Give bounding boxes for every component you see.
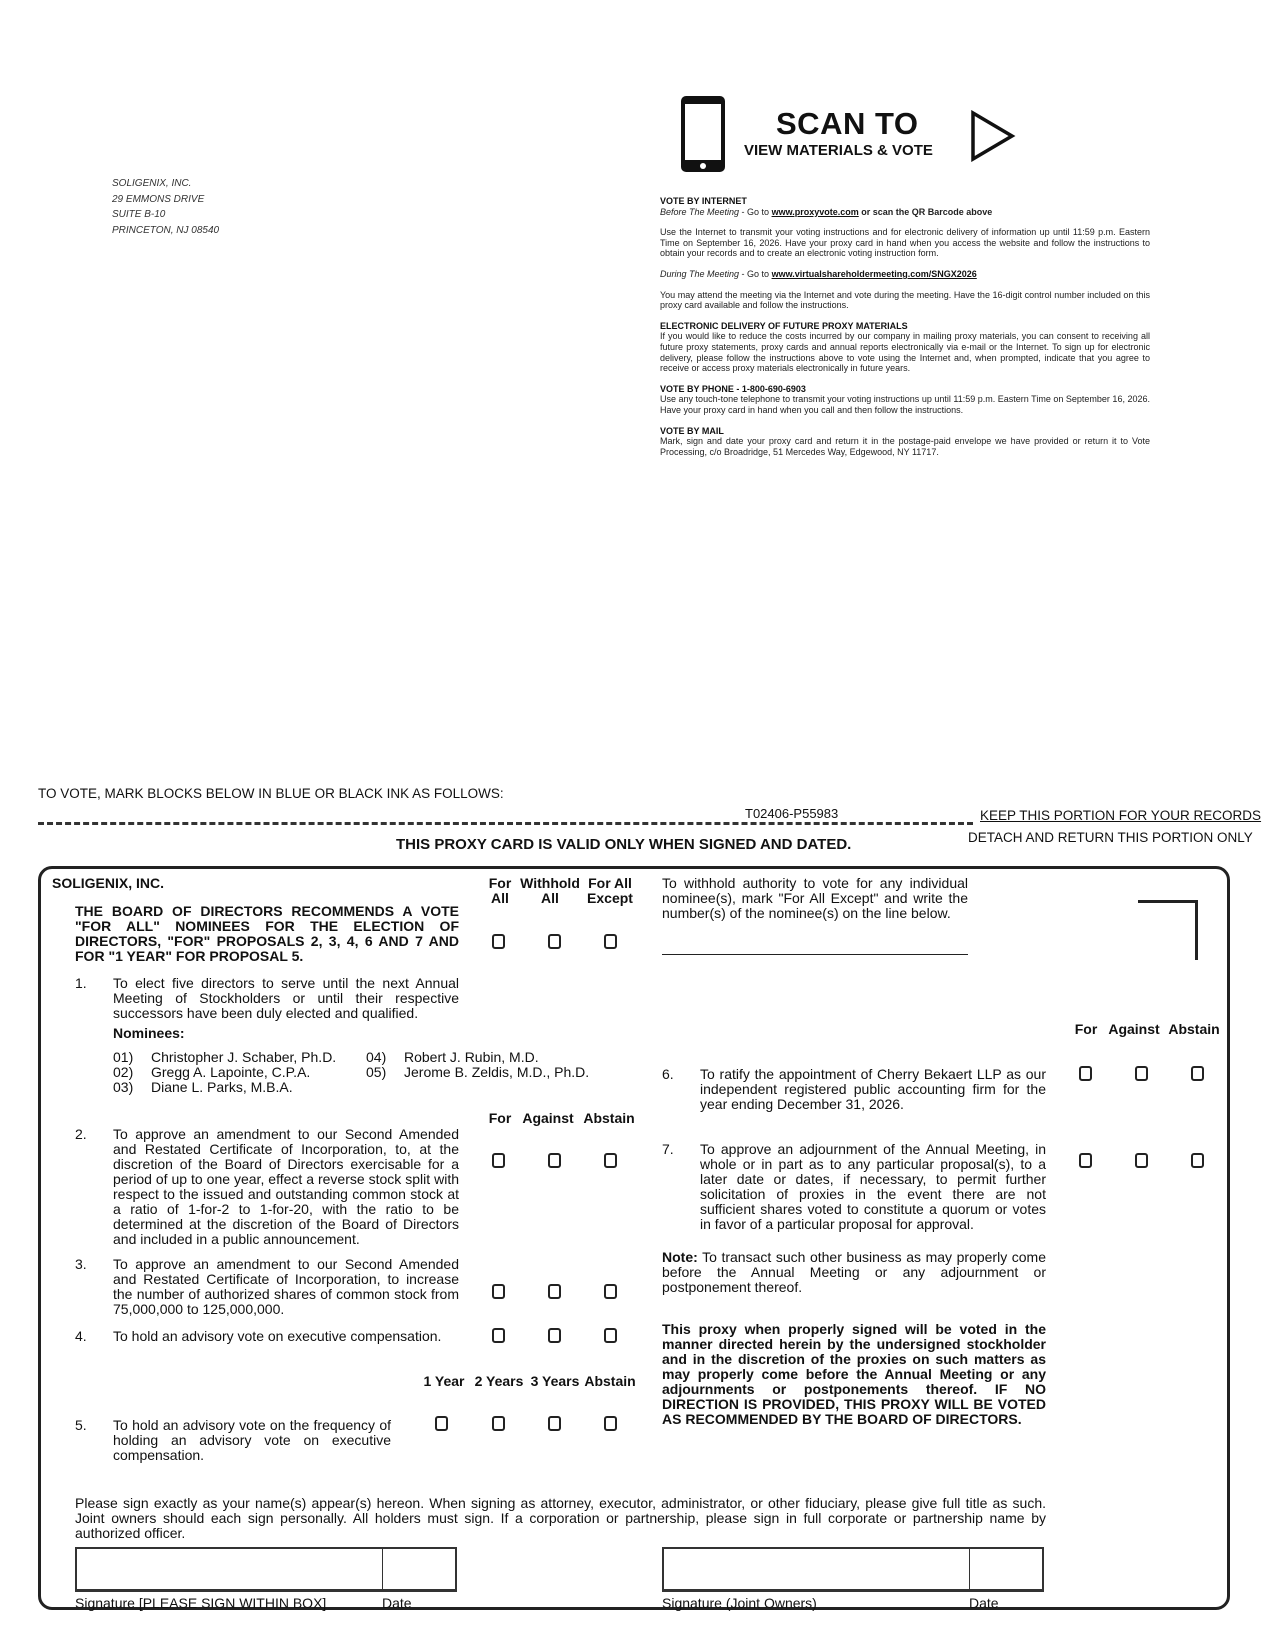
- col-for-all: For All: [488, 875, 512, 906]
- proposal-5-number: 5.: [75, 1417, 87, 1433]
- proposal-6-number: 6.: [662, 1066, 674, 1082]
- valid-notice: THIS PROXY CARD IS VALID ONLY WHEN SIGNED AND DATED.: [396, 836, 852, 853]
- keep-portion-label: KEEP THIS PORTION FOR YOUR RECORDS: [980, 808, 1262, 823]
- proposal-2-text: To approve an amendment to our Second Amended and Restated Certificate of Incorporation, to, at the discretion of the Board of Directors exercisable for a period of up to one year, effect a reverse stock split with respect to the issued and outstanding common stock at a ratio of 1-for-2 to 1-for-20, with the ratio to be determined at the discretion of the Board of Directors and included in a public announcement.: [113, 1126, 459, 1247]
- checkbox-p5-abstain[interactable]: [604, 1416, 617, 1431]
- col-abstain: Abstain: [583, 1110, 635, 1126]
- note-text: Note: To transact such other business as may properly come before the Annual Meeting or any adjournment or postponement thereof.: [662, 1249, 1046, 1295]
- internet-heading: VOTE BY INTERNET: [660, 196, 747, 206]
- nominee-number: 04): [366, 1049, 387, 1065]
- nominee-exception-line[interactable]: [662, 954, 968, 955]
- nominee-number: 01): [113, 1049, 134, 1065]
- checkbox-p5-3-years[interactable]: [548, 1416, 561, 1431]
- nominees-label: Nominees:: [113, 1025, 185, 1041]
- edelivery-heading: ELECTRONIC DELIVERY OF FUTURE PROXY MATERIALS: [660, 320, 908, 331]
- checkbox-p3-for[interactable]: [492, 1284, 505, 1299]
- smartphone-icon: [680, 95, 726, 173]
- col-against: Against: [522, 1110, 574, 1126]
- checkbox-p5-2-years[interactable]: [492, 1416, 505, 1431]
- scan-subheading: VIEW MATERIALS & VOTE: [744, 142, 933, 159]
- col-2-years: 2 Years: [474, 1373, 524, 1389]
- signing-instructions: Please sign exactly as your name(s) appear(s) hereon. When signing as attorney, executor, administrator, or other fiduciary, please give full title as such. Joint owners should each sign personally. All holders must sign. If a corporation or partnership, please sign in full corporate or partnership name by authorized officer.: [75, 1495, 1046, 1541]
- nominee-name: Diane L. Parks, M.B.A.: [151, 1079, 293, 1095]
- proposal-7-number: 7.: [662, 1141, 674, 1157]
- checkbox-p1-for-all[interactable]: [492, 934, 505, 949]
- proposal-7-text: To approve an adjournment of the Annual Meeting, in whole or in part as to any particular proposal(s), to a later date or dates, if necessary, to permit further solicitation of proxies in the event there are not sufficient shares voted to constitute a quorum or votes in favor of a particular proposal for approval.: [700, 1141, 1046, 1232]
- checkbox-p1-withhold-all[interactable]: [548, 934, 561, 949]
- nominee-number: 05): [366, 1064, 387, 1080]
- address-line: SOLIGENIX, INC.: [112, 178, 192, 189]
- nominee-name: Jerome B. Zeldis, M.D., Ph.D.: [404, 1064, 590, 1080]
- checkbox-p7-for[interactable]: [1079, 1153, 1092, 1168]
- proposal-1-number: 1.: [75, 975, 87, 991]
- col-1-year: 1 Year: [423, 1373, 465, 1389]
- board-recommendation: THE BOARD OF DIRECTORS RECOMMENDS A VOTE "FOR ALL" NOMINEES FOR THE ELECTION OF DIRECTORS, "FOR" PROPOSALS 2, 3, 4, 6 AND 7 AND FOR "1 YEAR" FOR PROPOSAL 5.: [75, 903, 459, 964]
- play-arrow-icon: [970, 110, 1016, 162]
- scan-heading: SCAN TO: [776, 106, 919, 141]
- proposal-3-text: To approve an amendment to our Second Amended and Restated Certificate of Incorporation, to increase the number of authorized shares of common stock from 75,000,000 to 125,000,000.: [113, 1256, 459, 1317]
- checkbox-p6-against[interactable]: [1135, 1066, 1148, 1081]
- signature-date-divider: [382, 1549, 383, 1589]
- checkbox-p2-against[interactable]: [548, 1153, 561, 1168]
- proposal-4-text: To hold an advisory vote on executive compensation.: [113, 1328, 442, 1344]
- proposal-5-text: To hold an advisory vote on the frequency of holding an advisory vote on executive compensation.: [113, 1417, 391, 1463]
- corner-mark: [1138, 900, 1198, 960]
- signature-label: Signature [PLEASE SIGN WITHIN BOX]: [75, 1595, 327, 1611]
- mail-heading: VOTE BY MAIL: [660, 425, 724, 436]
- checkbox-p1-for-all-except[interactable]: [604, 934, 617, 949]
- proxyvote-link[interactable]: www.proxyvote.com: [771, 206, 859, 217]
- control-code: T02406-P55983: [745, 806, 839, 821]
- checkbox-p3-against[interactable]: [548, 1284, 561, 1299]
- address-line: PRINCETON, NJ 08540: [112, 224, 220, 236]
- nominee-name: Robert J. Rubin, M.D.: [404, 1049, 539, 1065]
- detach-portion-label: DETACH AND RETURN THIS PORTION ONLY: [968, 830, 1253, 845]
- col-abstain: Abstain: [1168, 1021, 1220, 1037]
- checkbox-p4-against[interactable]: [548, 1328, 561, 1343]
- date-label: Date: [969, 1595, 999, 1611]
- date-label: Date: [382, 1595, 412, 1611]
- checkbox-p2-abstain[interactable]: [604, 1153, 617, 1168]
- marking-instruction: TO VOTE, MARK BLOCKS BELOW IN BLUE OR BLACK INK AS FOLLOWS:: [38, 786, 504, 801]
- col-3-years: 3 Years: [530, 1373, 580, 1389]
- vote-by-internet: [660, 196, 1150, 457]
- proposal-2-number: 2.: [75, 1126, 87, 1142]
- address-line: 29 EMMONS DRIVE: [112, 193, 205, 205]
- virtual-meeting-link[interactable]: www.virtualshareholdermeeting.com/SNGX2026: [771, 268, 977, 279]
- proposal-4-number: 4.: [75, 1328, 87, 1344]
- col-withhold-all: Withhold All: [520, 875, 580, 906]
- signature-date-divider: [969, 1549, 970, 1589]
- edelivery-text: If you would like to reduce the costs incurred by our company in mailing proxy materials, you can consent to receiving all future proxy statements, proxy cards and annual reports electronically via e-mail or the Internet. To sign up for electronic delivery, please follow the instructions above to vote using the Internet and, when prompted, indicate that you agree to receive or access proxy materials electronically in future years.: [660, 331, 1150, 374]
- checkbox-p7-against[interactable]: [1135, 1153, 1148, 1168]
- proposal-1-text: To elect five directors to serve until the next Annual Meeting of Stockholders or until their respective successors have been duly elected and qualified.: [113, 975, 459, 1021]
- nominee-number: 02): [113, 1064, 134, 1080]
- checkbox-p7-abstain[interactable]: [1191, 1153, 1204, 1168]
- col-against: Against: [1108, 1021, 1160, 1037]
- proposal-6-text: To ratify the appointment of Cherry Bekaert LLP as our independent registered public accounting firm for the year ending December 31, 2026.: [700, 1066, 1046, 1112]
- during-meeting-line: During The Meeting - Go to www.virtualshareholdermeeting.com/SNGX2026: [660, 268, 977, 279]
- checkbox-p4-abstain[interactable]: [604, 1328, 617, 1343]
- col-for-all-except: For All Except: [587, 875, 633, 906]
- checkbox-p6-for[interactable]: [1079, 1066, 1092, 1081]
- proposal-3-number: 3.: [75, 1256, 87, 1272]
- phone-text: Use any touch-tone telephone to transmit your voting instructions up until 11:59 p.m. Eastern Time on September 16, 2026. Have your proxy card in hand when you call and then follow the instructions.: [660, 394, 1150, 415]
- nominee-name: Gregg A. Lapointe, C.P.A.: [151, 1064, 311, 1080]
- col-for: For: [1074, 1021, 1098, 1037]
- address-line: SUITE B-10: [112, 209, 166, 220]
- checkbox-p2-for[interactable]: [492, 1153, 505, 1168]
- joint-signature-box[interactable]: [662, 1547, 1044, 1592]
- checkbox-p5-1-year[interactable]: [435, 1416, 448, 1431]
- before-meeting-text: Use the Internet to transmit your voting instructions and for electronic delivery of information up until 11:59 p.m. Eastern Time on September 16, 2026. Have your proxy card in hand when you access the website and follow the instructions to obtain your records and to create an electronic voting instruction form.: [660, 227, 1150, 259]
- nominee-number: 03): [113, 1079, 134, 1095]
- during-meeting-text: You may attend the meeting via the Internet and vote during the meeting. Have the 16-digit control number included on this proxy card available and follow the instructions.: [660, 289, 1150, 311]
- col-for: For: [488, 1110, 512, 1126]
- mail-text: Mark, sign and date your proxy card and return it in the postage-paid envelope we have provided or return it to Vote Processing, c/o Broadridge, 51 Mercedes Way, Edgewood, NY 11717.: [660, 436, 1150, 457]
- before-meeting-line: Before The Meeting - Go to www.proxyvote.com or scan the QR Barcode above: [660, 206, 993, 217]
- checkbox-p3-abstain[interactable]: [604, 1284, 617, 1299]
- checkbox-p6-abstain[interactable]: [1191, 1066, 1204, 1081]
- withhold-instruction: To withhold authority to vote for any individual nominee(s), mark "For All Except" and write the number(s) of the nominee(s) on the line below.: [662, 875, 968, 921]
- mailing-address: [112, 176, 219, 238]
- card-company: SOLIGENIX, INC.: [52, 875, 165, 891]
- phone-heading: VOTE BY PHONE - 1-800-690-6903: [660, 383, 806, 394]
- col-abstain: Abstain: [584, 1373, 636, 1389]
- nominee-name: Christopher J. Schaber, Ph.D.: [151, 1049, 337, 1065]
- checkbox-p4-for[interactable]: [492, 1328, 505, 1343]
- signature-box[interactable]: [75, 1547, 457, 1592]
- joint-signature-label: Signature (Joint Owners): [662, 1595, 817, 1611]
- detach-line: [38, 822, 973, 825]
- proxy-statement: This proxy when properly signed will be voted in the manner directed herein by the undersigned stockholder and in the discretion of the proxies on such matters as may properly come before the Annual Meeting or any adjournments or postponements thereof. IF NO DIRECTION IS PROVIDED, THIS PROXY WILL BE VOTED AS RECOMMENDED BY THE BOARD OF DIRECTORS.: [662, 1321, 1046, 1427]
